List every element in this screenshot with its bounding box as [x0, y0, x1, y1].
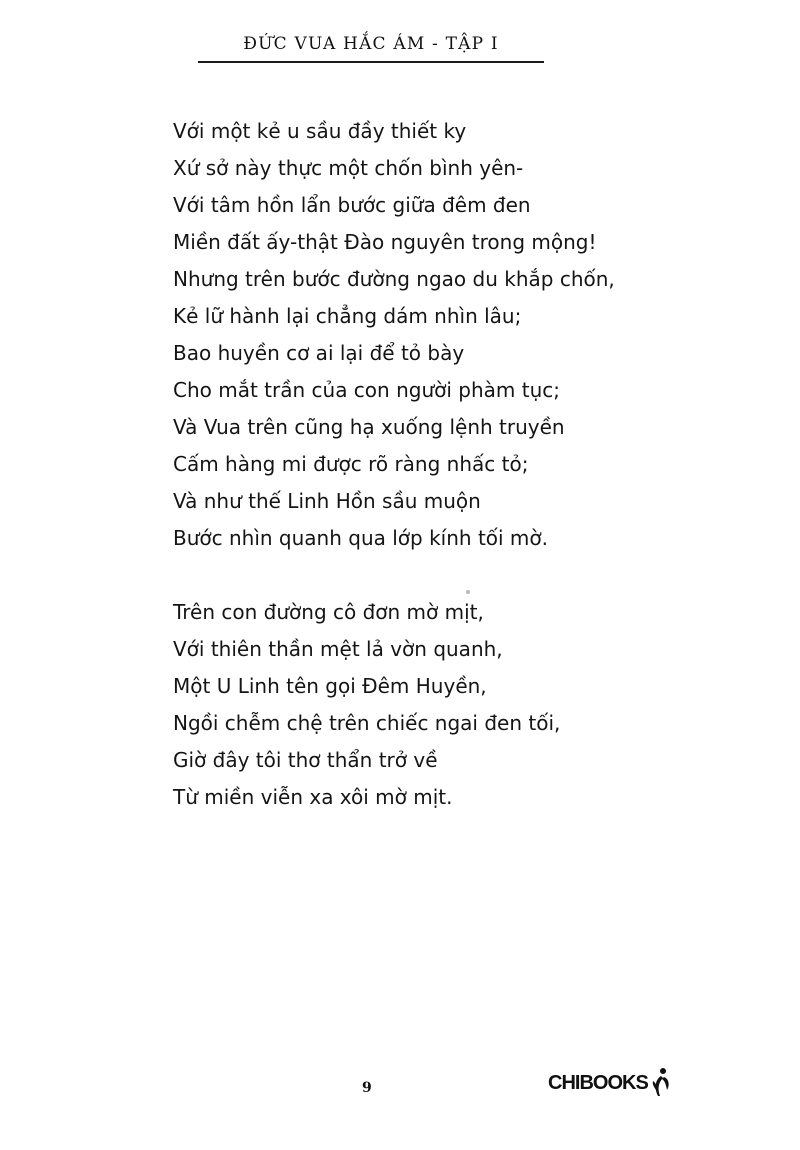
poem-line: Với một kẻ u sầu đầy thiết ky	[173, 119, 467, 143]
poem-line: Bao huyền cơ ai lại để tỏ bày	[173, 341, 465, 365]
poem-line: Ngồi chễm chệ trên chiếc ngai đen tối,	[173, 711, 561, 735]
poem-line: Miền đất ấy-thật Đào nguyên trong mộng!	[173, 230, 597, 254]
book-title: ĐỨC VUA HẮC ÁM - TẬP I	[243, 34, 499, 54]
page-number: 9	[362, 1080, 372, 1096]
poem-line: Với tâm hồn lẩn bước giữa đêm đen	[173, 193, 531, 217]
publisher-logo-text: CHIBOOKS	[548, 1071, 648, 1094]
poem-line: Xứ sở này thực một chốn bình yên-	[173, 156, 524, 180]
running-header	[0, 34, 742, 54]
poem-line: Cấm hàng mi được rõ ràng nhấc tỏ;	[173, 452, 529, 476]
poem-line: Trên con đường cô đơn mờ mịt,	[173, 600, 484, 624]
poem-line: Và như thế Linh Hồn sầu muộn	[173, 489, 481, 513]
poem-stanza-2	[173, 594, 560, 816]
poem-line: Với thiên thần mệt lả vờn quanh,	[173, 637, 503, 661]
poem-line: Kẻ lữ hành lại chẳng dám nhìn lâu;	[173, 304, 522, 328]
poem-line: Từ miền viễn xa xôi mờ mịt.	[173, 785, 453, 809]
poem-stanza-1	[173, 113, 615, 557]
header-rule	[198, 61, 544, 63]
poem-line: Cho mắt trần của con người phàm tục;	[173, 378, 560, 402]
poem-line: Một U Linh tên gọi Đêm Huyền,	[173, 674, 487, 698]
poem-line: Bước nhìn quanh qua lớp kính tối mờ.	[173, 526, 549, 550]
poem-line: Và Vua trên cũng hạ xuống lệnh truyền	[173, 415, 565, 439]
poem-line: Giờ đây tôi thơ thẩn trở về	[173, 748, 438, 772]
leaf-figure-icon	[649, 1066, 671, 1100]
poem-line: Nhưng trên bước đường ngao du khắp chốn,	[173, 267, 615, 291]
publisher-logo	[548, 1066, 671, 1100]
